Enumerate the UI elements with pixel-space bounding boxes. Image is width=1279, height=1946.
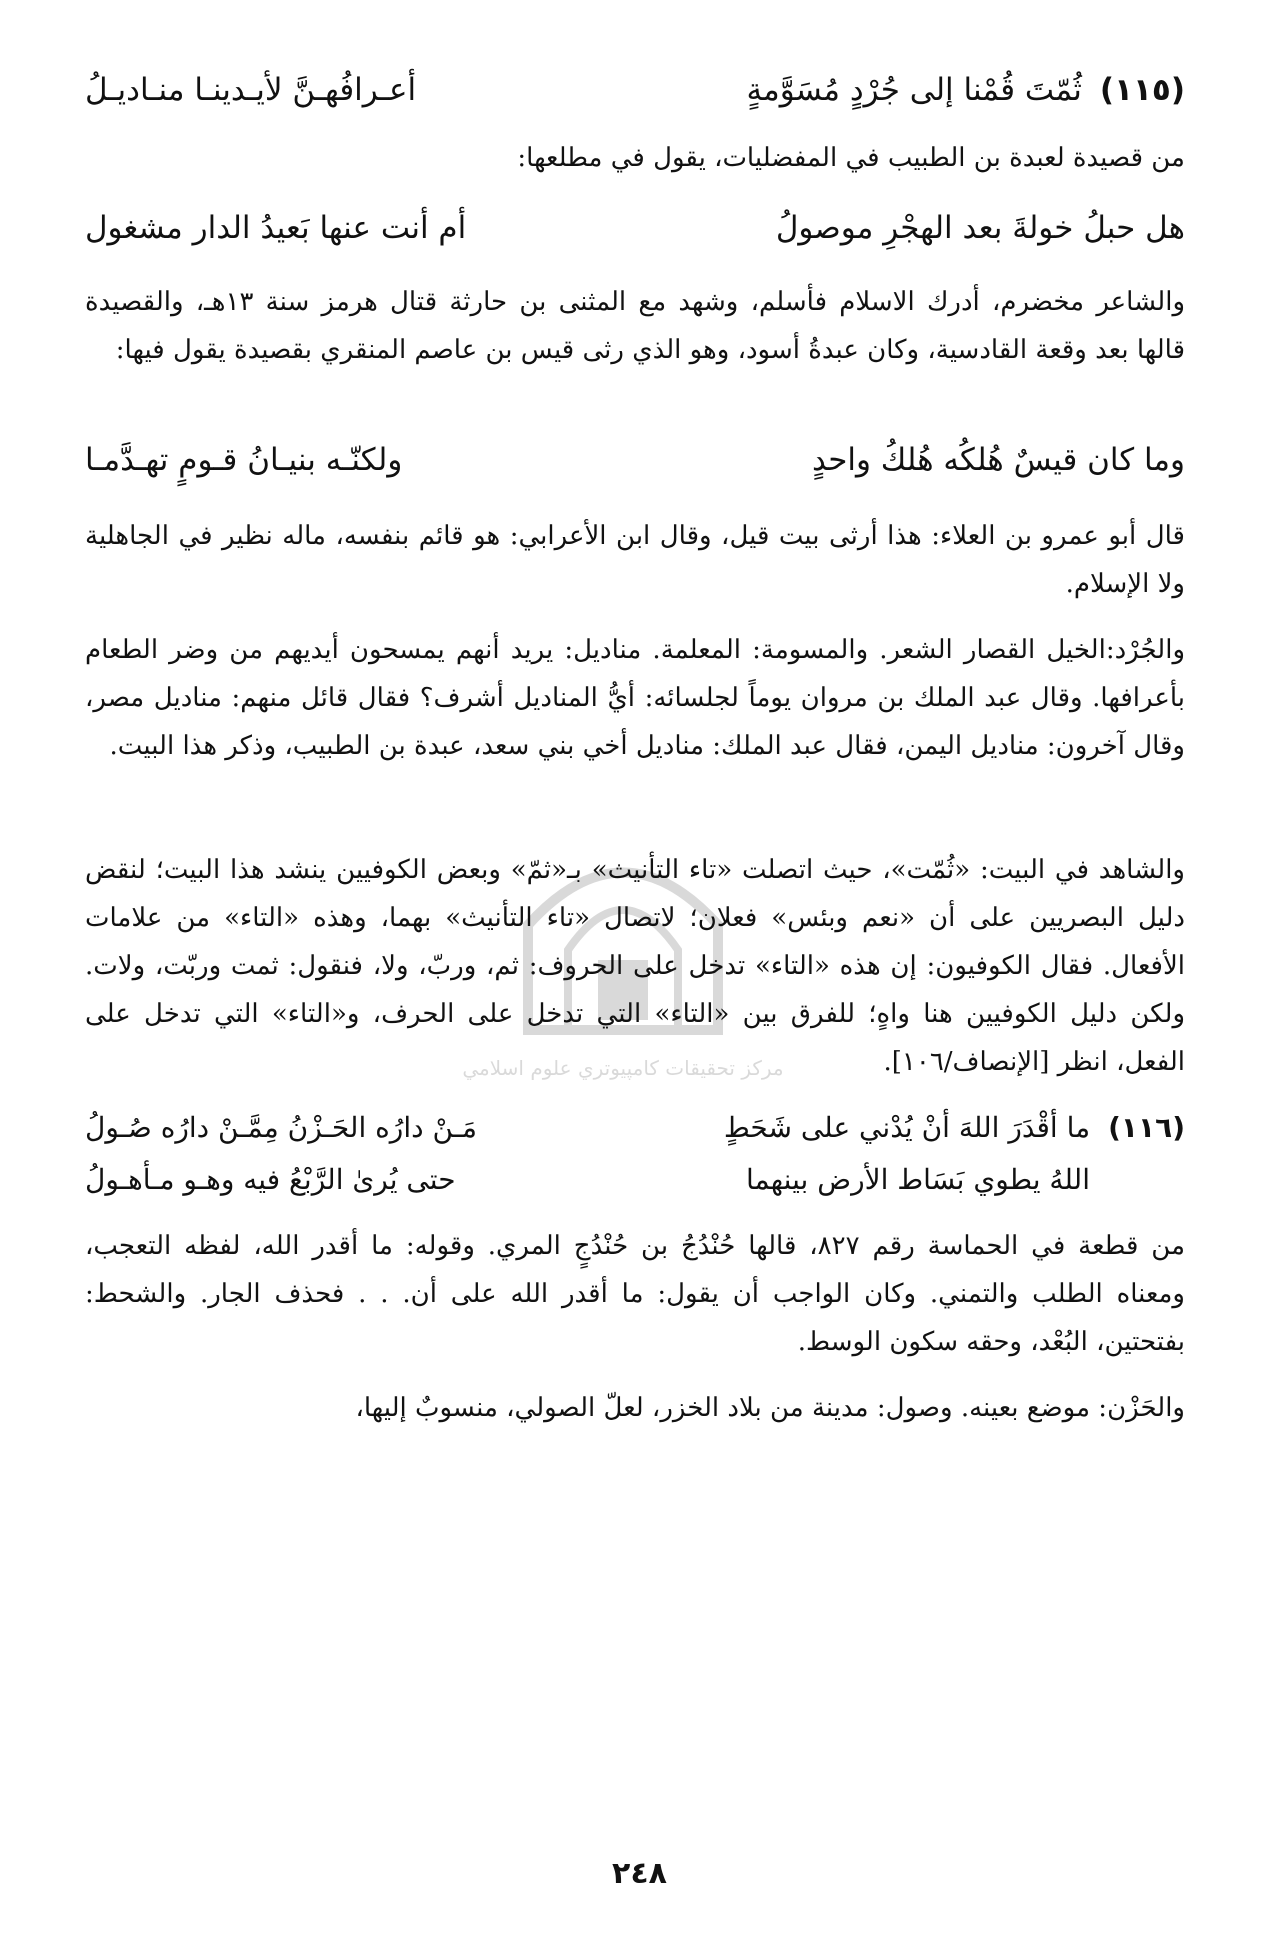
verse-115-second-hemistich: أعـرافُهـنَّ لأيـدينـا منـاديـلُ [85,72,417,108]
poet-text: والشاعر مخضرم، أدرك الاسلام فأسلم، وشهد مع المثنى بن حارثة قتال هرمز سنة ١٣هـ، والقصيدة قالها بعد وقعة القادسية، وكان عبدةُ أسود، وهو الذي رثى قيس بن عاصم المنقري بقصيدة يقول فيها: [85,287,1186,365]
entry-number-115: (١١٥) [1099,72,1185,108]
hamasa-paragraph [85,1222,1185,1366]
intro-paragraph [85,134,1185,182]
opening-verse-first-hemistich: هل حبلُ خولةَ بعد الهجْرِ موصولُ [775,210,1185,246]
evidence-text: والشاهد في البيت: «ثُمّت»، حيث اتصلت «تاء التأنيث» بـ«ثمّ» وبعض الكوفيين ينشد هذا البيت؛ لنقض دليل البصريين على أن «نعم وبئس» فعلان؛ لاتصال «تاء التأنيث» بهما، وهذه «التاء» من علامات الأفعال. فقال الكوفيون: إن هذه «التاء» تدخل على الحروف: ثم، وربّ، ولا، فنقول: ثمت وربّت، ولات. ولكن دليل الكوفيين هنا واهٍ؛ للفرق بين «التاء» التي تدخل على الحرف، و«التاء» التي تدخل على الفعل، انظر [الإنصاف/١٠٦]. [85,855,1185,1077]
gloss-text: والجُرْد:الخيل القصار الشعر. والمسومة: المعلمة. مناديل: يريد أنهم يمسحون أيديهم من وضر الطعام بأعرافها. وقال عبد الملك بن مروان يوماً لجلسائه: أيُّ المناديل أشرف؟ فقال قائل منهم: مناديل مصر، وقال آخرون: مناديل اليمن، فقال عبد الملك: مناديل أخي بني سعد، عبدة بن الطبيب، وذكر هذا البيت. [85,635,1185,761]
entry-number-116: (١١٦) [1108,1111,1185,1144]
poet-paragraph [85,278,1185,374]
verse-116-line-2-second-hemistich: حتى يُرىٰ الرَّبْعُ فيه وهـو مـأهـولُ [85,1163,456,1196]
elegy-verse-second-hemistich: ولكنّـه بنيـانُ قـومٍ تهـدَّمـا [85,442,403,478]
page-number: ٢٤٨ [612,1856,667,1891]
last-text: والحَزْن: موضع بعينه. وصول: مدينة من بلاد الخزر، لعلّ الصولي، منسوبٌ إليها، [355,1393,1185,1423]
verse-115 [85,62,1185,118]
opening-verse [85,200,1185,256]
elegy-verse-first-hemistich: وما كان قيسٌ هُلكُه هُلكُ واحدٍ [811,442,1185,478]
entry-115 [85,62,1185,118]
quote-paragraph [85,512,1185,608]
intro-text: من قصيدة لعبدة بن الطبيب في المفضليات، يقول في مطلعها: [517,143,1185,173]
verse-116-line-1 [85,1102,1185,1154]
elegy-verse [85,432,1185,488]
verse-116-line-2-first-hemistich: اللهُ يطوي بَسَاط الأرض بينهما [746,1163,1090,1196]
verse-116-line-2 [85,1154,1185,1206]
entry-116 [85,1102,1185,1206]
hamasa-text: من قطعة في الحماسة رقم ٨٢٧، قالها حُنْدُجُ بن حُنْدُجٍ المري. وقوله: ما أقدر الله، لفظه التعجب، ومعناه الطلب والتمني. وكان الواجب أن يقول: ما أقدر الله على أن. . . فحذف الجار. والشحط: بفتحتين، البُعْد، وحقه سكون الوسط. [85,1231,1185,1357]
gloss-paragraph [85,626,1185,770]
verse-116-line-1-second-hemistich: مَـنْ دارُه الحَـزْنُ مِمَّـنْ دارُه صُـولُ [85,1111,477,1144]
verse-115-first-hemistich: (١١٥)ثُمّتَ قُمْنا إلى جُرْدٍ مُسَوَّمةٍ [746,72,1185,108]
quote-text: قال أبو عمرو بن العلاء: هذا أرثى بيت قيل، وقال ابن الأعرابي: هو قائم بنفسه، ماله نظير في الجاهلية ولا الإسلام. [85,521,1185,599]
verse-116-line-1-first-hemistich: (١١٦)ما أقْدَرَ اللهَ أنْ يُدْني على شَحَطٍ [723,1111,1185,1144]
stamp-text: مركز تحقيقات كامپيوتري علوم اسلامي [462,1056,784,1080]
last-paragraph [85,1384,1185,1432]
opening-verse-second-hemistich: أم أنت عنها بَعيدُ الدار مشغول [85,210,467,246]
evidence-paragraph [85,846,1185,1086]
